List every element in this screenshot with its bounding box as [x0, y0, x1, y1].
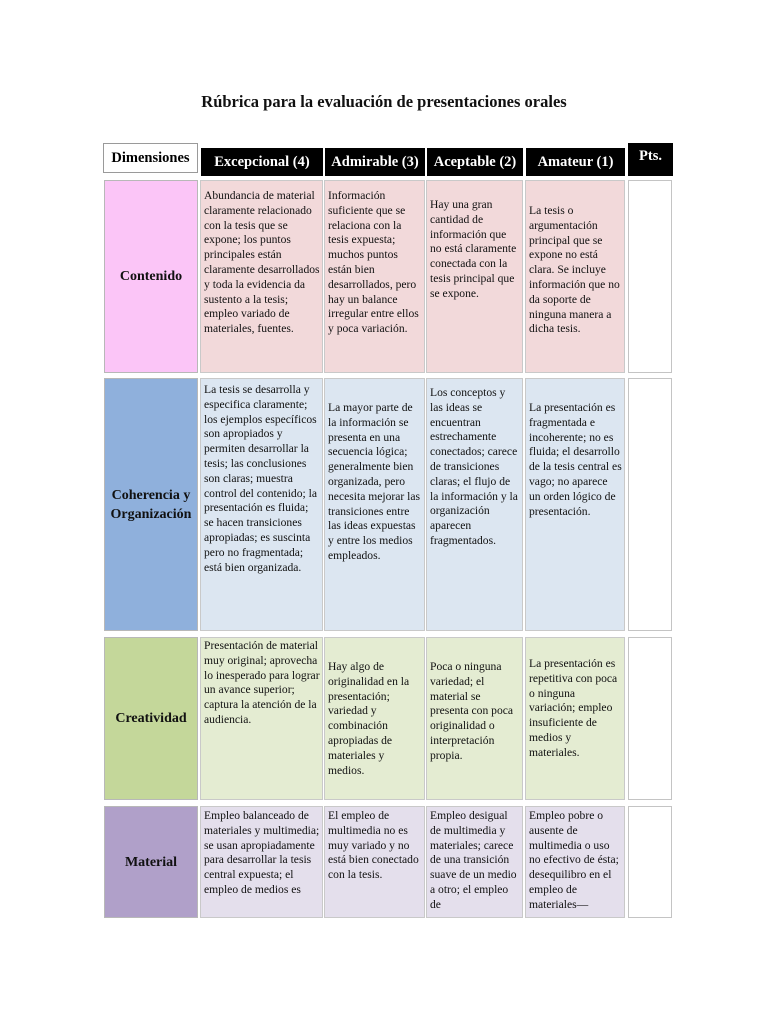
cell-coherencia-aceptable: Los conceptos y las ideas se encuentran estrechamente conectados; carece de transiciones claras; el flujo de la información y la organización aparecen fragmentados. — [426, 378, 523, 631]
cell-contenido-amateur: La tesis o argumentación principal que se expone no está clara. Se incluye información que no da soporte de ninguna manera a dicha tesis. — [525, 180, 625, 373]
cell-material-amateur: Empleo pobre o ausente de multimedia o uso no efectivo de ésta; desequilibro en el empleo de materiales— — [525, 806, 625, 918]
dimension-label: Creatividad — [115, 711, 187, 726]
dimension-label-line1: Coherencia y — [111, 487, 191, 503]
cell-material-excepcional: Empleo balanceado de materiales y multimedia; se usan apropiadamente para desarrollar la tesis central expuesta; el empleo de medios es — [200, 806, 323, 918]
cell-contenido-excepcional: Abundancia de material claramente relacionado con la tesis que se expone; los puntos principales están claramente desarrollados y toda la evidencia da sustento a la tesis; empleo variado de materiales, fuentes. — [200, 180, 323, 373]
dimension-label: Material — [124, 854, 178, 870]
cell-coherencia-amateur: La presentación es fragmentada e incoherente; no es fluida; el desarrollo de la tesis central es vago; no aparece un orden lógico de presentación. — [525, 378, 625, 631]
header-excepcional: Excepcional (4) — [201, 148, 323, 176]
dimension-material — [104, 806, 198, 918]
cell-creatividad-aceptable: Poca o ninguna variedad; el material se presenta con poca originalidad o interpretación propia. — [426, 637, 523, 800]
cell-material-aceptable: Empleo desigual de multimedia y materiales; carece de una transición suave de un medio a otro; el empleo de — [426, 806, 523, 918]
header-dimensions: Dimensiones — [103, 143, 198, 173]
pts-contenido[interactable] — [628, 180, 672, 373]
pts-creatividad[interactable] — [628, 637, 672, 800]
cell-creatividad-admirable: Hay algo de originalidad en la presentación; variedad y combinación apropiadas de materiales y medios. — [324, 637, 425, 800]
dimension-contenido — [104, 180, 198, 373]
page-title: Rúbrica para la evaluación de presentaciones orales — [201, 92, 567, 111]
cell-material-admirable: El empleo de multimedia no es muy variado y no está bien conectado con la tesis. — [324, 806, 425, 918]
cell-creatividad-excepcional: Presentación de material muy original; aprovecha lo inesperado para lograr un avance superior; captura la atención de la audiencia. — [200, 637, 323, 800]
dimension-label: Contenido — [119, 269, 183, 284]
pts-coherencia[interactable] — [628, 378, 672, 631]
header-amateur: Amateur (1) — [526, 148, 625, 176]
header-aceptable: Aceptable (2) — [427, 148, 523, 176]
dimension-coherencia — [104, 378, 198, 631]
cell-coherencia-excepcional: La tesis se desarrolla y especifica claramente; los ejemplos específicos son apropiados y permiten desarrollar la tesis; las conclusiones son claras; muestra control del contenido; la presentación es fluida; se hacen transiciones apropiadas; es suscinta pero no fragmentada; está bien organizada. — [200, 378, 323, 631]
dimension-label-line2: Organización — [110, 506, 192, 522]
cell-contenido-admirable: Información suficiente que se relaciona con la tesis expuesta; muchos puntos están bien desarrollados, pero hay un balance irregular entre ellos y poca variación. — [324, 180, 425, 373]
cell-coherencia-admirable: La mayor parte de la información se presenta en una secuencia lógica; generalmente bien organizada, pero necesita mejorar las transiciones entre las ideas expuestas y entre los medios empleados. — [324, 378, 425, 631]
header-admirable: Admirable (3) — [325, 148, 425, 176]
header-pts: Pts. — [628, 143, 673, 176]
pts-material[interactable] — [628, 806, 672, 918]
cell-contenido-aceptable: Hay una gran cantidad de información que no está claramente conectada con la tesis principal que se expone. — [426, 180, 523, 373]
cell-creatividad-amateur: La presentación es repetitiva con poca o ninguna variación; empleo insuficiente de medios y materiales. — [525, 637, 625, 800]
dimension-creatividad — [104, 637, 198, 800]
